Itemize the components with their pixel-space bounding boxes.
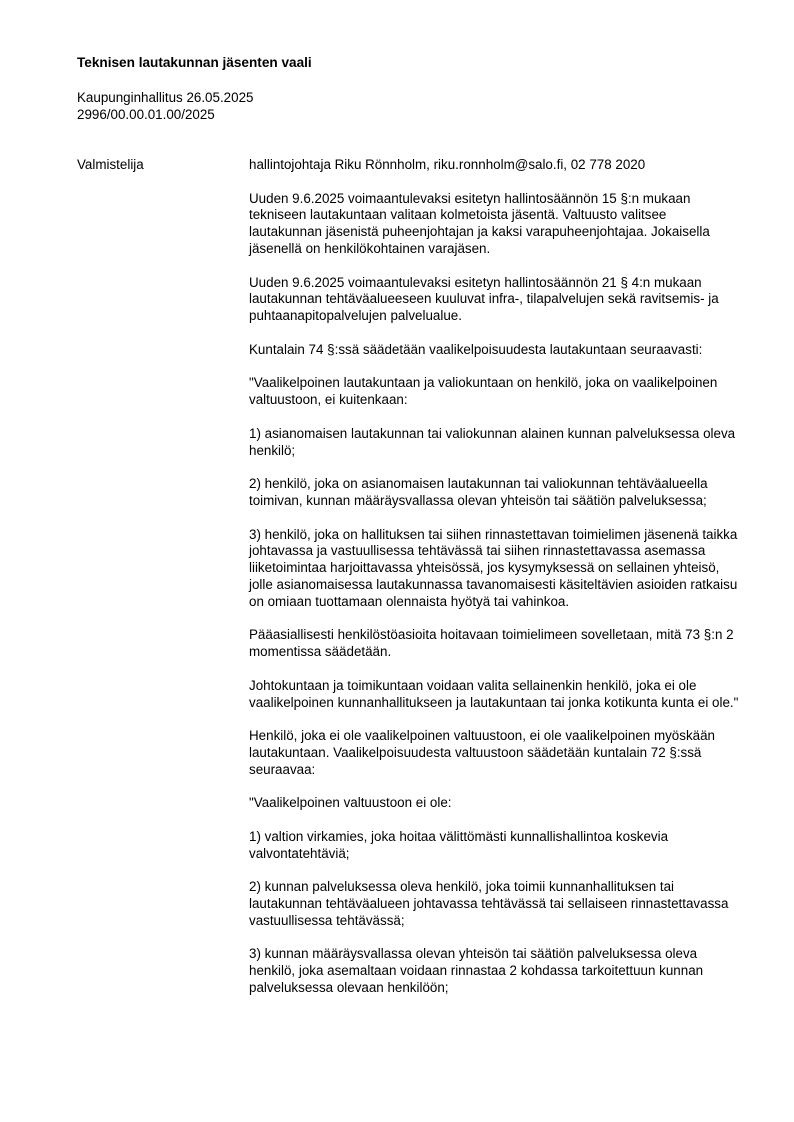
paragraph: 2) kunnan palveluksessa oleva henkilö, joka toimii kunnanhallituksen tai lautakunnan tehtäväalueen johtavassa tehtävässä tai sellaiseen rinnastettavassa vastuullisessa tehtävässä; <box>249 879 729 928</box>
paragraph: "Vaalikelpoinen lautakuntaan ja valiokuntaan on henkilö, joka on vaalikelpoinen valtuustoon, ei kuitenkaan: <box>249 375 718 408</box>
preparer-value: hallintojohtaja Riku Rönnholm, riku.ronnholm@salo.fi, 02 778 2020 <box>249 157 646 172</box>
paragraph: 2) henkilö, joka on asianomaisen lautakunnan tai valiokunnan tehtäväalueella toimivan, kunnan määräysvallassa olevan yhteisön tai säätiön palveluksessa; <box>249 476 708 508</box>
paragraph: Henkilö, joka ei ole vaalikelpoinen valtuustoon, ei ole vaalikelpoinen myöskään lautakuntaan. Vaalikelpoisuudesta valtuustoon säädetään kuntalain 72 §:ssä seuraavaa: <box>249 728 715 777</box>
meeting-body-date: Kaupunginhallitus 26.05.2025 <box>77 90 254 105</box>
paragraph: "Vaalikelpoinen valtuustoon ei ole: <box>249 795 452 811</box>
paragraph: 3) henkilö, joka on hallituksen tai siihen rinnastettavan toimielimen jäsenenä taikka johtavassa ja vastuullisessa tehtävässä tai siihen rinnastettavassa asemassa liiketoimintaa harjoittavassa yhteisössä, jos kysymyksessä on sellainen yhteisö, jolle asianomaisessa lautakunnassa tavanomaisesti käsiteltävien asioiden ratkaisu on omiaan tuottamaan olennaista hyötyä tai vahinkoa. <box>249 526 738 609</box>
paragraph: Pääasiallisesti henkilöstöasioita hoitavaan toimielimeen sovelletaan, mitä 73 §:n 2 momentissa säädetään. <box>249 627 734 660</box>
preparer-label: Valmistelija <box>77 157 144 172</box>
paragraph: Kuntalain 74 §:ssä säädetään vaalikelpoisuudesta lautakuntaan seuraavasti: <box>249 341 703 357</box>
paragraph: Johtokuntaan ja toimikuntaan voidaan valita sellainenkin henkilö, joka ei ole vaalikelpoinen kunnanhallitukseen ja lautakuntaan tai jonka kotikunta kunta ei ole." <box>249 677 739 710</box>
paragraph: 1) valtion virkamies, joka hoitaa välittömästi kunnallishallintoa koskevia valvontatehtäviä; <box>249 828 669 861</box>
document-meta <box>77 90 253 124</box>
paragraph: 3) kunnan määräysvallassa olevan yhteisön tai säätiön palveluksessa oleva henkilö, joka asemaltaan voidaan rinnastaa 2 kohdassa tarkoitettuun kunnan palveluksessa olevaan henkilöön; <box>249 946 704 996</box>
paragraph: 1) asianomaisen lautakunnan tai valiokunnan alainen kunnan palveluksessa oleva henkilö; <box>249 425 736 458</box>
document-body <box>249 157 739 1014</box>
paragraph: Uuden 9.6.2025 voimaantulevaksi esitetyn hallintosäännön 21 § 4:n mukaan lautakunnan tehtäväalueeseen kuuluvat infra-, tilapalvelujen sekä ravitsemis- ja puhtaanapitopalvelujen palvelualue. <box>249 274 719 324</box>
document-title: Teknisen lautakunnan jäsenten vaali <box>77 55 312 70</box>
record-number: 2996/00.00.01.00/2025 <box>77 106 215 122</box>
paragraph: Uuden 9.6.2025 voimaantulevaksi esitetyn hallintosäännön 15 §:n mukaan tekniseen lautakuntaan valitaan kolmetoista jäsentä. Valtuusto valitsee lautakunnan jäsenistä puheenjohtajan ja kaksi varapuheenjohtajaa. Jokaisella jäsenellä on henkilökohtainen varajäsen. <box>249 190 710 256</box>
